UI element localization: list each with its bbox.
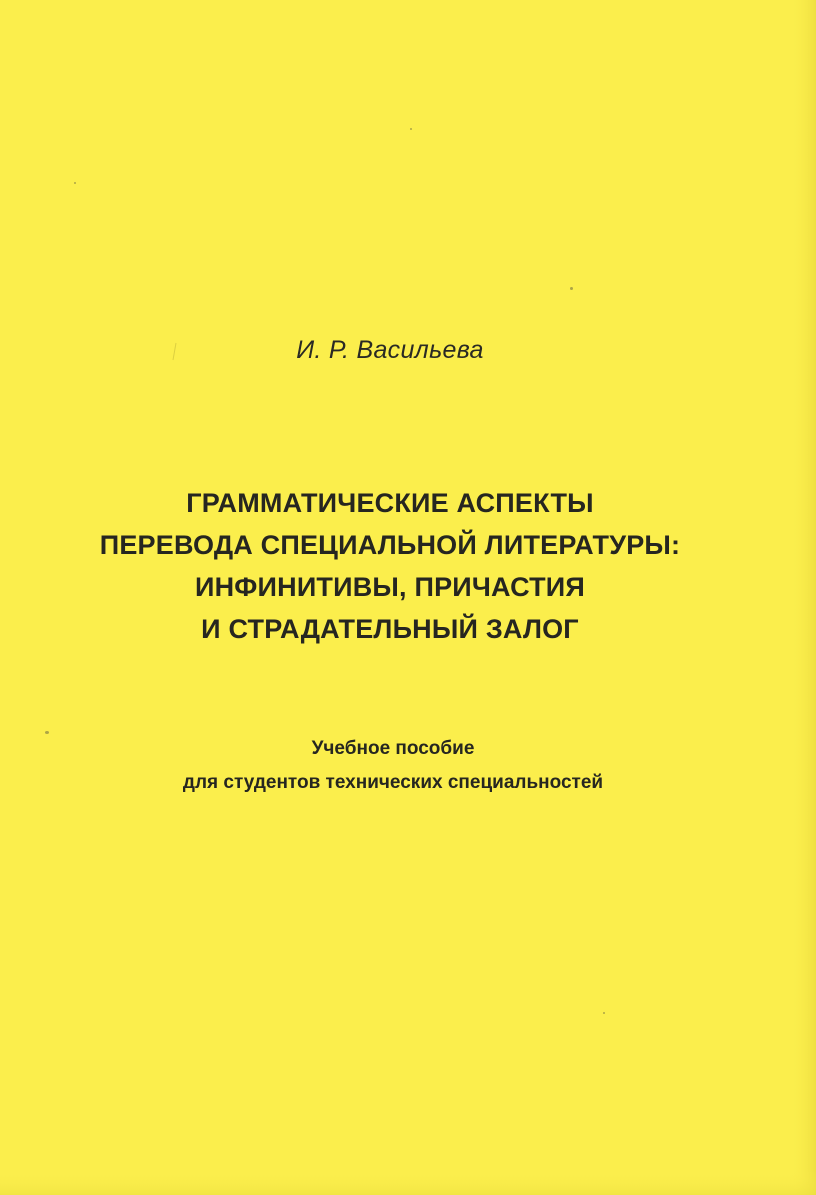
- book-subtitle: [0, 732, 786, 800]
- speck: [74, 182, 76, 184]
- speck: [570, 287, 573, 290]
- title-line: ПЕРЕВОДА СПЕЦИАЛЬНОЙ ЛИТЕРАТУРЫ:: [99, 530, 681, 560]
- speck: [410, 128, 412, 130]
- title-line: И СТРАДАТЕЛЬНЫЙ ЗАЛОГ: [201, 614, 579, 644]
- subtitle-line: для студентов технических специальностей: [182, 772, 604, 793]
- subtitle-line: Учебное пособие: [311, 738, 475, 759]
- author-name: И. Р. Васильева: [296, 336, 484, 364]
- book-title: [0, 482, 780, 650]
- title-line: ГРАММАТИЧЕСКИЕ АСПЕКТЫ: [186, 488, 594, 518]
- speck: [603, 1012, 605, 1014]
- title-line: ИНФИНИТИВЫ, ПРИЧАСТИЯ: [194, 572, 586, 602]
